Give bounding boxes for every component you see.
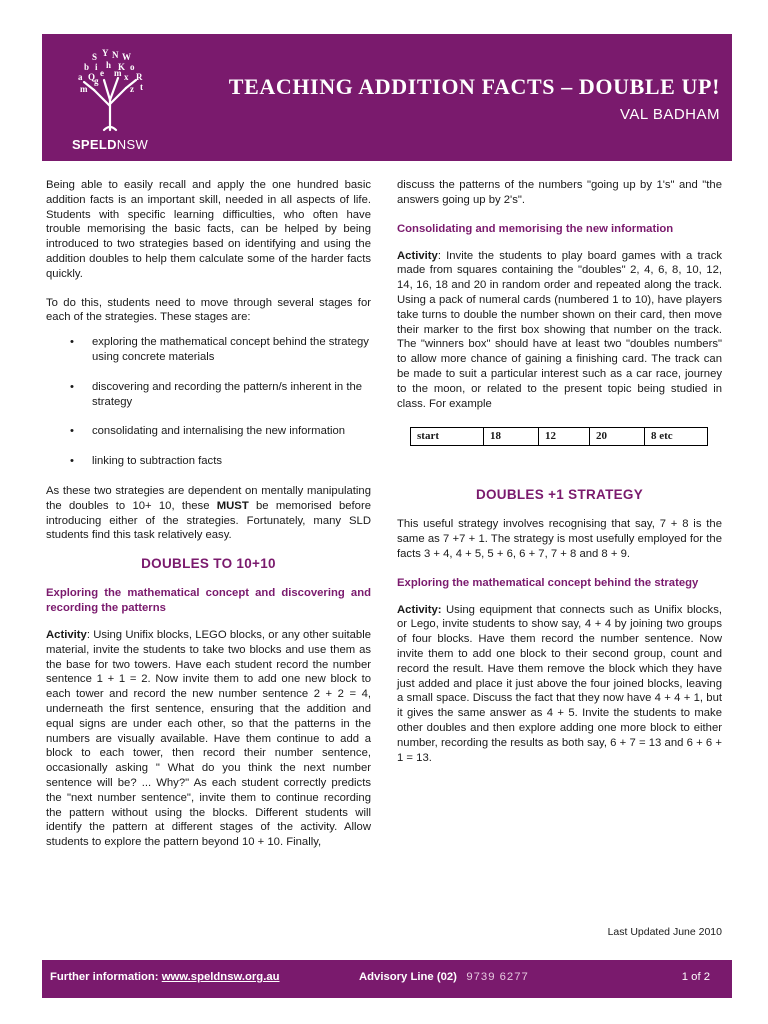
section-heading-doubles: DOUBLES TO 10+10 (141, 556, 276, 572)
further-information: Further information: www.speldnsw.org.au (50, 971, 280, 983)
right-column (397, 178, 722, 779)
svg-text:a: a (78, 72, 83, 82)
track-cell: 8 etc (645, 428, 708, 446)
author-name: VAL BADHAM (619, 106, 720, 123)
bullet-icon: • (70, 380, 74, 393)
bullet-icon: • (70, 425, 74, 438)
svg-text:o: o (130, 62, 135, 72)
list-item: • discovering and recording the pattern/s inherent in the strategy (70, 380, 363, 408)
last-updated: Last Updated June 2010 (607, 926, 722, 938)
track-example-table (410, 427, 708, 446)
track-cell: 20 (590, 428, 645, 446)
page-title: TEACHING ADDITION FACTS – DOUBLE UP! (228, 74, 720, 99)
stages-intro: To do this, students need to move through several stages for each of the strategies. These stages are: (46, 296, 371, 324)
svg-text:N: N (112, 50, 119, 60)
sub-heading-plus1-exploring: Exploring the mathematical concept behind the strategy (397, 576, 699, 589)
section-heading-plus1: DOUBLES +1 STRATEGY (475, 487, 644, 503)
advisory-line: Advisory Line (02) 9739 6277 (359, 971, 529, 983)
speld-logo (64, 46, 156, 152)
svg-text:Q: Q (88, 72, 96, 82)
svg-text:g: g (94, 76, 99, 86)
svg-text:x: x (124, 72, 129, 82)
board-game-paragraph: Activity: Invite the students to play board games with a track made from squares containing the "doubles" 2, 4, 6, 8, 10, 12, 14, 16, 18 and 20 in random order and repeated along the track. Using a pack of numeral cards (numbered 1 to 10), have players take turns to double the number shown on their card, then move their marker to the first box showing that number on the track. The "winners box" should have at least two "doubles numbers" to allow more chance of gaining a finishing card. The track can be made to suit a particular interest such as a car race, journey to the moon, or related to the present topic being studied in class. For example (397, 249, 722, 410)
activity-paragraph: Activity: Using Unifix blocks, LEGO blocks, or any other suitable material, invite the students to take two blocks and use them as the base for two towers. Have each student record the number sentence 1 + 1 = 2. Now invite them to add one new block to each tower and record the new number sentence 2 + 2 = 4, underneath the first sentence, ensuring that the addition and equal signs are under each other, so that the patterns in the numbers are visually available. Have them continue to add a block to each tower, then record their number sentence, occasionally asking " What do you think the next number sentence will be? ... Why?" As each student correctly predicts the "next number sentence", invite them to continue recording the pattern without using the blocks. Different students will identify the pattern at different stages of the activity. Allow students to explore the pattern beyond 10 + 10. Finally, (46, 628, 371, 849)
website-link[interactable]: www.speldnsw.org.au (161, 971, 280, 983)
left-column (46, 178, 371, 864)
dependent-paragraph: As these two strategies are dependent on mentally manipulating the doubles to 10+ 10, these MUST be memorised before introducing either of the strategies. Fortunately, many SLD students find this task relatively easy. (46, 484, 371, 542)
table-row (411, 428, 708, 446)
intro-paragraph: Being able to easily recall and apply the one hundred basic addition facts is an important skill, needed in all aspects of life. Students with specific learning difficulties, who often have trouble memorising the basic facts, can be helped by being introduced to two strategies based on identifying and using the addition doubles to help them calculate some of the harder facts quickly. (46, 179, 371, 280)
advisory-number: 9739 6277 (466, 971, 529, 983)
header-banner (42, 34, 732, 161)
activity2-paragraph: Activity: Using equipment that connects such as Unifix blocks, or Lego, invite students to show say, 4 + 4 by joining two groups of four blocks. Have them record the number sentence. Now invite them to add one block to their second group, count and record the result. Have them remove the block which they have just added and place it just above the four joined blocks, leaving a small space. Discuss the fact that they now have 4 + 4 + 1, but it gives the same answer as 4 + 5. Invite the students to make other doubles and then explore adding one more block to either number, recording the results as both say, 6 + 7 = 13 and 6 + 6 + 1 = 13. (397, 603, 722, 764)
track-cell: 18 (484, 428, 539, 446)
list-item: • consolidating and internalising the new information (70, 425, 346, 438)
sub-heading-consolidating: Consolidating and memorising the new information (397, 222, 674, 235)
svg-text:W: W (122, 52, 131, 62)
svg-text:z: z (130, 84, 134, 94)
list-item: • exploring the mathematical concept behind the strategy using concrete materials (70, 336, 369, 363)
svg-text:i: i (95, 62, 98, 72)
svg-text:e: e (100, 68, 104, 78)
svg-text:m: m (114, 68, 122, 78)
svg-text:m: m (80, 84, 88, 94)
bullet-icon: • (70, 455, 74, 468)
svg-text:Y: Y (102, 48, 109, 58)
svg-text:R: R (136, 72, 143, 82)
footer-bar (42, 960, 732, 998)
svg-text:b: b (84, 62, 90, 72)
list-item: • linking to subtraction facts (70, 455, 222, 468)
svg-text:h: h (106, 60, 112, 70)
bullet-icon: • (70, 336, 74, 349)
plus1-intro: This useful strategy involves recognising that say, 7 + 8 is the same as 7 +7 + 1. The strategy is most usefully employed for the facts 3 + 4, 4 + 5, 5 + 6, 6 + 7, 7 + 8 and 8 + 9. (397, 518, 722, 560)
stages-list (46, 335, 371, 469)
page-number: 1 of 2 (681, 971, 710, 983)
svg-text:K: K (118, 62, 126, 72)
svg-text:t: t (140, 82, 143, 92)
track-cell: start (411, 428, 484, 446)
svg-text:S: S (92, 52, 98, 62)
tree-icon (64, 46, 156, 132)
sub-heading-exploring: Exploring the mathematical concept and discovering and recording the patterns (46, 586, 371, 614)
track-cell: 12 (539, 428, 590, 446)
logo-wordmark: SPELDNSW (71, 137, 149, 152)
continued-paragraph: discuss the patterns of the numbers "going up by 1's" and "the answers going up by 2's". (397, 179, 722, 206)
